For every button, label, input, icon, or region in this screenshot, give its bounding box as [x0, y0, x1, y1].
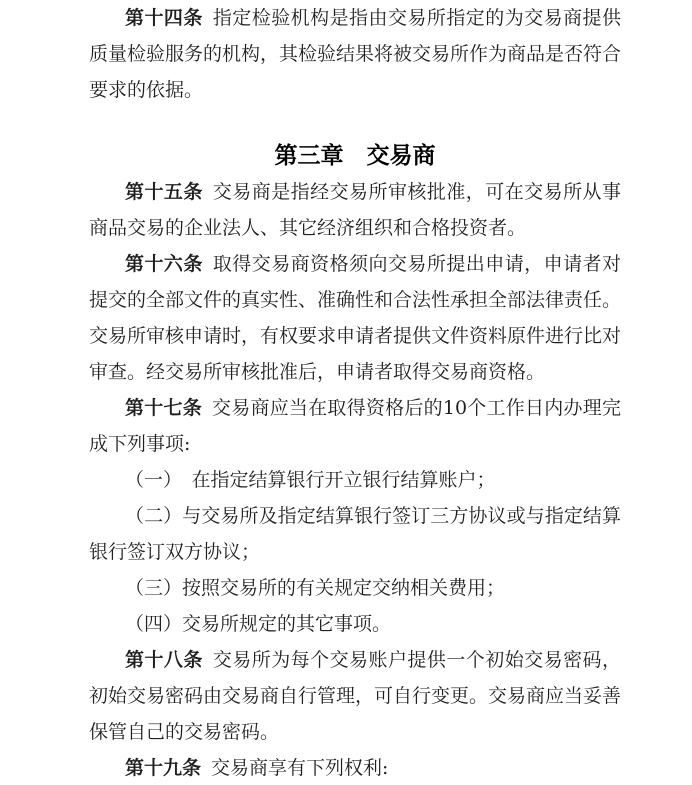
article-17-paragraph — [89, 390, 621, 462]
list-item-4: （四）交易所规定的其它事项。 — [125, 613, 392, 635]
article-16-paragraph — [89, 246, 621, 390]
article-18-text: 交易所为每个交易账户提供一个初始交易密码，初始交易密码由交易商自行管理，可自行变更。交易商应当妥善保管自己的交易密码。 — [89, 649, 622, 743]
article-15-paragraph — [89, 174, 621, 246]
article-14-text: 指定检验机构是指由交易所指定的为交易商提供质量检验服务的机构，其检验结果将被交易所作为商品是否符合要求的依据。 — [89, 7, 622, 101]
article-15-text: 交易商是指经交易所审核批准，可在交易所从事商品交易的企业法人、其它经济组织和合格投资者。 — [89, 181, 621, 239]
article-14-paragraph — [89, 0, 621, 108]
article-18-number: 第十八条 — [125, 649, 203, 671]
article-19-number: 第十九条 — [125, 757, 202, 779]
article-19-paragraph — [89, 750, 621, 785]
article-15-number: 第十五条 — [125, 181, 203, 203]
chapter-heading — [89, 138, 621, 174]
article-17-number: 第十七条 — [125, 397, 202, 419]
article-18-paragraph — [89, 642, 621, 750]
article-16-number: 第十六条 — [125, 253, 203, 275]
chapter-title: 交易商 — [366, 142, 436, 169]
article-14-number: 第十四条 — [125, 7, 203, 29]
list-item-1: （一） 在指定结算银行开立银行结算账户； — [125, 469, 496, 491]
chapter-number: 第三章 — [274, 142, 344, 169]
list-item-3: （三）按照交易所的有关规定交纳相关费用； — [125, 577, 506, 599]
article-16-text: 取得交易商资格须向交易所提出申请，申请者对提交的全部文件的真实性、准确性和合法性承担全部法律责任。交易所审核申请时，有权要求申请者提供文件资料原件进行比对审查。经交易所审核批准后，申请者取得交易商资格。 — [89, 253, 622, 383]
article-17-text: 交易商应当在取得资格后的10个工作日内办理完成下列事项: — [89, 397, 621, 455]
list-item-2: （二）与交易所及指定结算银行签订三方协议或与指定结算银行签订双方协议； — [89, 505, 621, 563]
article-19-text: 交易商享有下列权利: — [211, 757, 389, 779]
